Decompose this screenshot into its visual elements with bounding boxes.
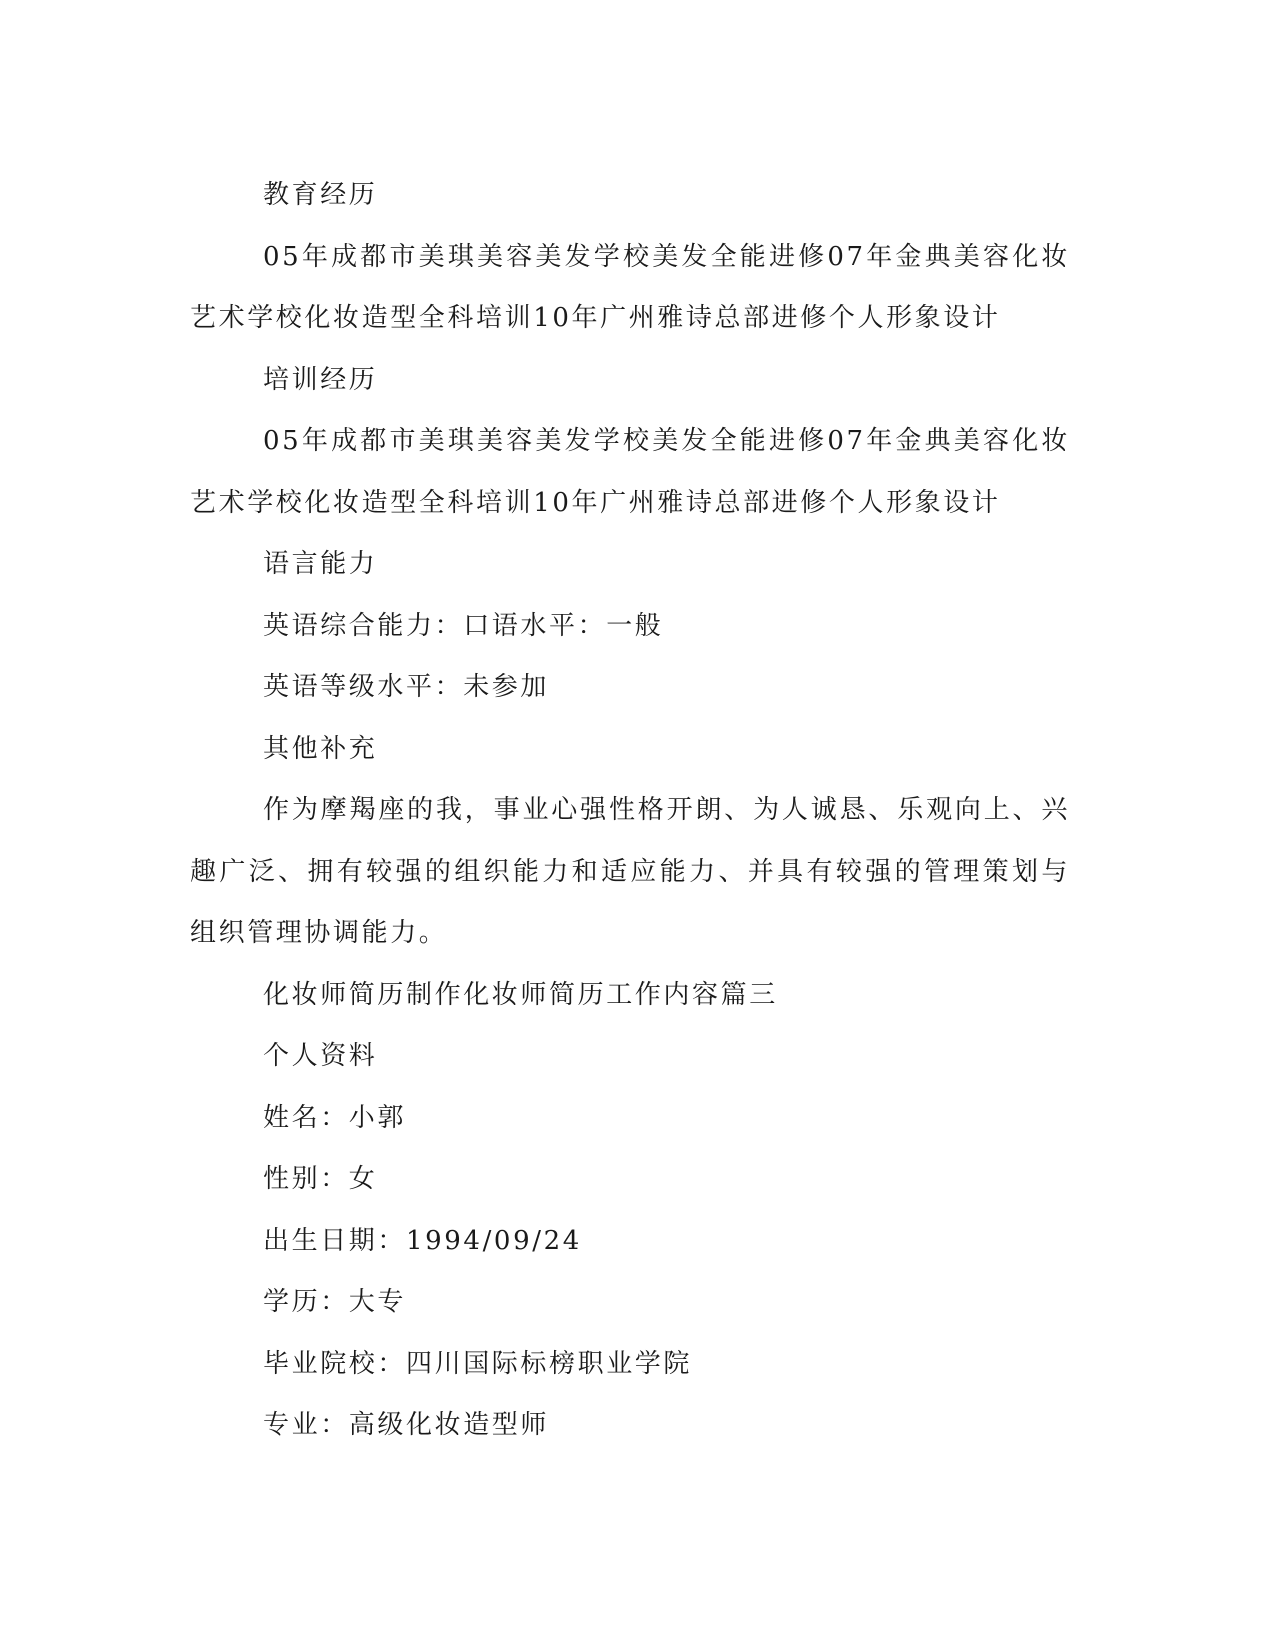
other-heading: 其他补充 (263, 733, 378, 764)
training-heading: 培训经历 (263, 364, 378, 395)
document-body (190, 165, 1070, 1457)
language-heading: 语言能力 (263, 549, 378, 579)
english-overall-ability: 英语综合能力：口语水平：一般 (263, 610, 664, 641)
other-text: 作为摩羯座的我，事业心强性格开朗、为人诚恳、乐观向上、兴趣广泛、拥有较强的组织能力和适应能力、并具有较强的管理策划与组织管理协调能力。 (190, 795, 1070, 948)
major-field: 专业：高级化妆造型师 (263, 1410, 550, 1440)
section-title: 化妆师简历制作化妆师简历工作内容篇三 (263, 979, 778, 1010)
gender-field: 性别：女 (263, 1164, 378, 1194)
training-text: 05年成都市美琪美容美发学校美发全能进修07年金典美容化妆艺术学校化妆造型全科培训10年广州雅诗总部进修个人形象设计 (190, 426, 1070, 518)
english-level: 英语等级水平：未参加 (263, 672, 550, 702)
birth-date-field: 出生日期：1994/09/24 (263, 1225, 582, 1256)
personal-info-heading: 个人资料 (263, 1041, 378, 1071)
education-heading: 教育经历 (263, 180, 378, 210)
name-field: 姓名：小郭 (263, 1102, 407, 1133)
education-level-field: 学历：大专 (263, 1287, 407, 1317)
school-field: 毕业院校：四川国际标榜职业学院 (263, 1348, 693, 1379)
education-text: 05年成都市美琪美容美发学校美发全能进修07年金典美容化妆艺术学校化妆造型全科培训10年广州雅诗总部进修个人形象设计 (190, 241, 1070, 333)
